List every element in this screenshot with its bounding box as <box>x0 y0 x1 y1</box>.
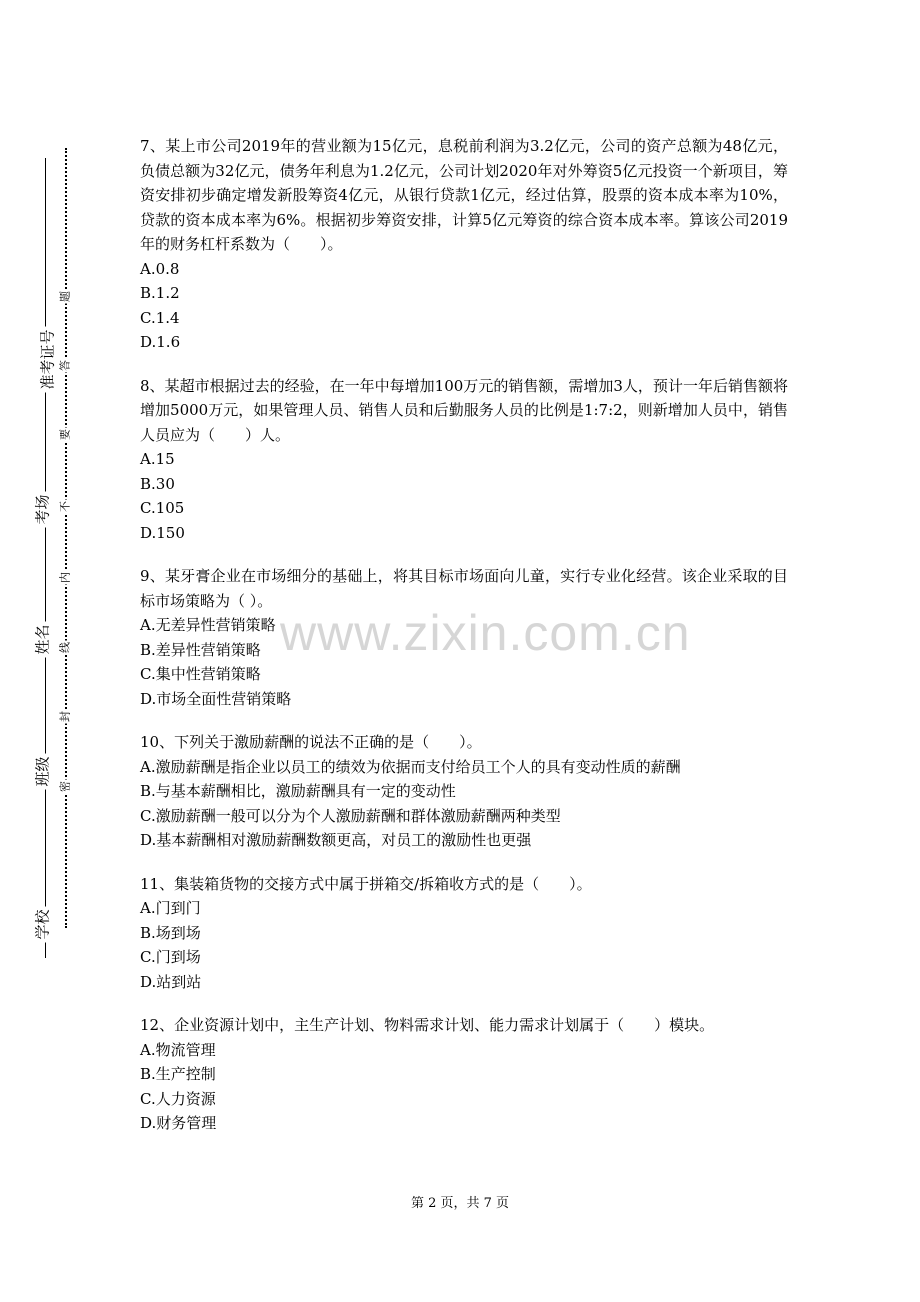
seal-dotted-line <box>65 148 67 928</box>
field-label-class: 班级 <box>36 753 51 789</box>
option-b: B.场到场 <box>140 923 201 942</box>
seal-char: 密 <box>58 781 72 792</box>
seal-char: 不 <box>58 501 72 512</box>
option-a: A.无差异性营销策略 <box>140 616 276 634</box>
seal-char: 内 <box>58 572 72 583</box>
question-8 <box>140 374 788 546</box>
seal-char: 封 <box>58 711 72 722</box>
question-11 <box>140 872 788 995</box>
option-b: B.30 <box>140 474 175 493</box>
option-d: D.基本薪酬相对激励薪酬数额更高，对员工的激励性也更强 <box>140 831 532 849</box>
option-d: D.财务管理 <box>140 1114 217 1132</box>
field-label-exam-id: 准考证号 <box>41 326 56 392</box>
seal-char: 线 <box>58 642 72 653</box>
option-d: D.1.6 <box>140 333 181 351</box>
option-c: C.门到场 <box>140 948 201 966</box>
question-list <box>140 134 788 1155</box>
seal-char: 要 <box>58 429 72 440</box>
seal-char: 答 <box>58 360 72 371</box>
option-a: A.0.8 <box>140 259 180 278</box>
question-9 <box>140 564 788 711</box>
question-stem: 12、企业资源计划中，主生产计划、物料需求计划、能力需求计划属于（ ）模块。 <box>140 1016 715 1034</box>
option-c: C.激励薪酬一般可以分为个人激励薪酬和群体激励薪酬两种类型 <box>140 806 561 825</box>
seal-char: 题 <box>58 291 72 302</box>
question-stem: 11、集装箱货物的交接方式中属于拼箱交/拆箱收方式的是（ ）。 <box>140 874 592 893</box>
field-label-name: 姓名 <box>36 621 51 657</box>
page-footer: 第 2 页，共 7 页 <box>410 1196 510 1211</box>
watermark: www.zixin.com.cn <box>280 605 691 661</box>
option-a: A.门到门 <box>140 899 201 917</box>
binding-fill-line <box>45 158 46 958</box>
option-c: C.105 <box>140 499 185 517</box>
option-a: A.激励薪酬是指企业以员工的绩效为依据而支付给员工个人的具有变动性质的薪酬 <box>140 757 681 776</box>
question-10 <box>140 730 788 853</box>
field-label-exam-room: 考场 <box>36 491 51 527</box>
option-b: B.与基本薪酬相比，激励薪酬具有一定的变动性 <box>140 782 456 800</box>
question-stem: 8、某超市根据过去的经验，在一年中每增加100万元的销售额，需增加3人，预计一年后销售额将增加5000万元，如果管理人员、销售人员和后勤服务人员的比例是1:7:2，则新增加人员中，销售人员应为（ ）人。 <box>140 376 788 444</box>
field-label-school: 学校 <box>36 906 51 942</box>
option-d: D.站到站 <box>140 972 202 991</box>
option-b: B.差异性营销策略 <box>140 640 261 659</box>
question-stem: 7、某上市公司2019年的营业额为15亿元，息税前利润为3.2亿元，公司的资产总额为48亿元，负债总额为32亿元，债务年利息为1.2亿元，公司计划2020年对外筹资5亿元投资一个新项目，筹资安排初步确定增发新股筹资4亿元，从银行贷款1亿元，经过估算，股票的资本成本率为10%，贷款的资本成本率为6%。根据初步筹资安排，计算5亿元筹资的综合资本成本率。算该公司2019年的财务杠杆系数为（ ）。 <box>140 137 788 253</box>
option-a: A.物流管理 <box>140 1040 216 1059</box>
option-d: D.150 <box>140 523 185 542</box>
option-c: C.集中性营销策略 <box>140 665 261 683</box>
question-stem: 9、某牙膏企业在市场细分的基础上，将其目标市场面向儿童，实行专业化经营。该企业采取的目标市场策略为（ ）。 <box>140 567 788 610</box>
option-c: C.1.4 <box>140 308 180 327</box>
option-a: A.15 <box>140 450 175 468</box>
question-12 <box>140 1013 788 1136</box>
question-stem: 10、下列关于激励薪酬的说法不正确的是（ ）。 <box>140 733 482 751</box>
option-b: B.1.2 <box>140 284 180 302</box>
option-c: C.人力资源 <box>140 1089 216 1108</box>
question-7 <box>140 134 788 355</box>
option-d: D.市场全面性营销策略 <box>140 689 292 708</box>
option-b: B.生产控制 <box>140 1065 216 1083</box>
